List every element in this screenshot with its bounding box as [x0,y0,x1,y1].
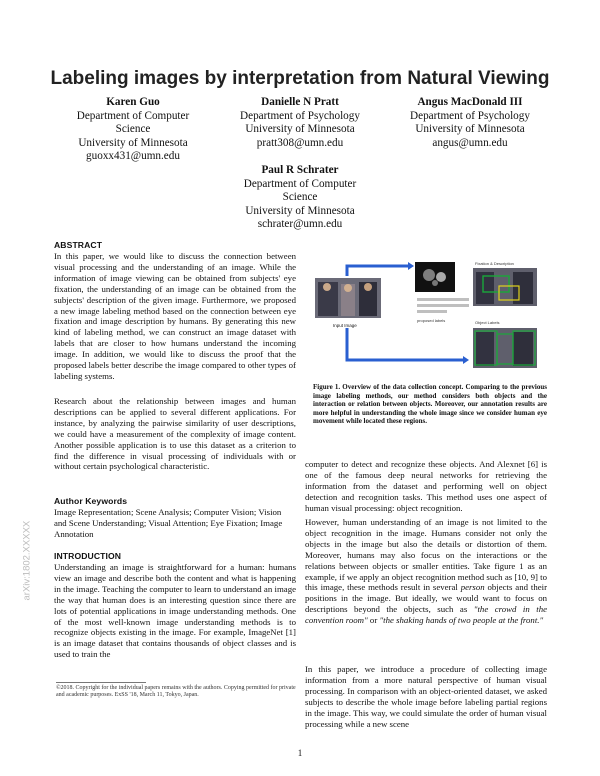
copyright-footnote: ©2018. Copyright for the individual papers remains with the authors. Copying permitted for private and academic purposes. ExSS '18, March 11, Tokyo, Japan. [56,685,296,699]
right-paragraph-2 [305,517,547,626]
author-3 [392,96,548,150]
p2-text-b: objects and their positions in the image. But ideally, we would want to focus on descriptions beyond the objects, such as [305,582,547,615]
figure-1 [313,260,539,378]
author-dept: Department of Psychology [240,109,360,122]
top-arrow [347,266,408,276]
keywords-heading: Author Keywords [54,496,128,506]
abstract-paragraph-2: Research about the relationship between images and human descriptions can be applied to several different applications. For instance, by analyzing the pairwise similarity of user descriptions, we could have a measurement of the complexity of image content. Another possible application is to use this dataset as a criterion to find the difference in visual processing of individuals with or without certain psychological characteristic. [54,396,296,472]
p2-quote-2: "the shaking hands of two people at the front." [379,615,544,626]
p2-or: or [367,615,380,626]
bottom-result-label: Object Labels [475,320,500,325]
author-4 [228,164,372,232]
right-paragraph-1: computer to detect and recognize these objects. And Alexnet [6] is one of the famous deep neural networks for retrieving the information from the dataset and performing well on object detection and recognition tasks. This method uses one aspect of human visual processing: object recognition. [305,459,547,513]
bottom-arrow [347,328,463,360]
intro-paragraph-1: Understanding an image is straightforward for a human: humans view an image and describe both the content and what is happening in the image. Teaching the computer to learn to understand an image the way that human does is an interesting question since there are lots of potential applications in image understanding methods. One of the most well-known image understanding methods is to recognize objects existing in the image. For example, ImageNet [1] is an image dataset that contains thousands of object classes and is used to train the [54,562,296,660]
author-dept: Department of Psychology [410,109,530,122]
author-dept: Department of Computer Science [243,177,357,204]
footnote-rule [56,682,146,683]
abstract-paragraph-1: In this paper, we would like to discuss the connection between visual processing and the understanding of an image. While the information of image viewing can be obtained from subjects' eye fixation, the understanding of an image can be obtained from the subjects' description of the given image. Furthermore, we proposed a new image labeling method based on the connection between eye fixation and image description by humans. By generating this new kind of labeling method, we can construct an image dataset with labels that are closer to how humans understand the incoming image. In addition, we would like to discuss the proof that the proposed labels better describe the image compared to other types of labeling systems. [54,251,296,381]
author-name: Karen Guo [106,96,160,108]
author-univ: University of Minnesota [245,123,355,136]
author-dept: Department of Computer Science [76,109,190,136]
author-name: Paul R Schrater [261,164,339,176]
p2-text-a: However, human understanding of an image is not limited to the object recognition in the image. Humans consider not only the objects in the image but also the details or distortion of them. Moreover, humans may also focus on the interactions or the relations between objects or smaller entities. Take figure 1 as an example, if we apply an object recognition method such as [10, 9] to this image, these methods result in several [305,517,547,593]
author-email: guoxx431@umn.edu [86,150,180,163]
right-paragraph-3: In this paper, we introduce a procedure of collecting image information from a more natural perspective of human visual processing. In comparison with an object-oriented dataset, we asked subjects to describe the whole image before labeling partial regions in the image. This way, we could simulate the order of human visual processing while a new scene [305,664,547,729]
proposed-labels-label: proposed labels [417,318,446,323]
paper-title: Labeling images by interpretation from Natural Viewing [50,68,550,89]
arxiv-stamp: arXiv:1802.XXXXX [21,520,33,601]
author-2 [222,96,378,150]
top-result-label: Fixation & Description [475,261,514,266]
author-email: angus@umn.edu [432,136,508,149]
author-email: pratt308@umn.edu [256,136,344,149]
fixation-heatmap [415,262,455,292]
abstract-heading: ABSTRACT [54,240,103,250]
author-1 [58,96,208,164]
author-name: Danielle N Pratt [261,96,339,108]
author-email: schrater@umn.edu [257,218,343,231]
page-number: 1 [297,748,303,758]
figure-1-caption: Figure 1. Overview of the data collection concept. Comparing to the previous image labeling methods, our method considers both objects and the interaction or relation between objects. Moreover, our annotation results are more helpful in understanding the whole image since we consider human eye movement while located these regions. [313,383,547,426]
author-univ: University of Minnesota [245,204,355,217]
author-univ: University of Minnesota [415,123,525,136]
input-image-label: Input Image [333,323,357,328]
keywords-text: Image Representation; Scene Analysis; Computer Vision; Vision and Scene Understanding; Visual Attention; Eye Fixation; Image Annotation [54,507,283,539]
p2-quote-1: "the crowd in the convention room" [305,604,548,626]
figure-1-illustration [313,260,539,378]
p2-person: person [460,582,485,593]
author-univ: University of Minnesota [78,136,188,149]
author-name: Angus MacDonald III [417,96,523,108]
introduction-heading: INTRODUCTION [54,551,122,561]
